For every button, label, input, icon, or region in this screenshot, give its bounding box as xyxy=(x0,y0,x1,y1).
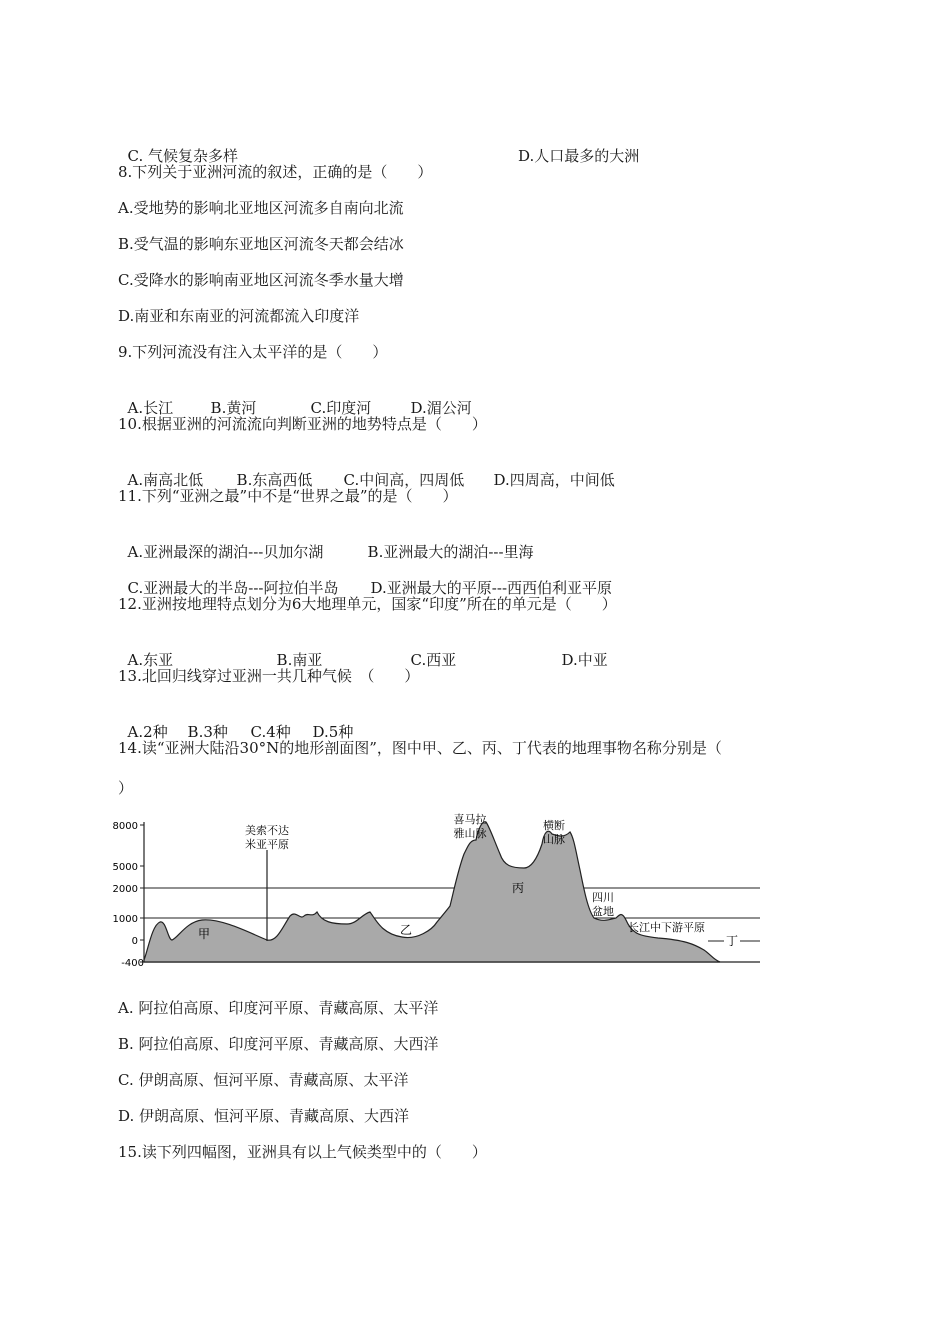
q9-option-b: B.黄河 xyxy=(210,399,257,417)
y-tick-5000: 5000 xyxy=(112,862,138,873)
q7-options xyxy=(118,126,640,166)
label-mesopotamia-2: 米亚平原 xyxy=(245,838,289,851)
label-mesopotamia-1: 美索不达 xyxy=(245,824,289,837)
q12-option-d: D.中亚 xyxy=(561,651,608,669)
terrain-profile-figure xyxy=(112,810,762,970)
y-tick-2000: 2000 xyxy=(112,884,138,895)
q10-stem: 10.根据亚洲的河流流向判断亚洲的地势特点是（ ） xyxy=(118,415,487,433)
q8-option-b: B.受气温的影响东亚地区河流冬天都会结冰 xyxy=(118,235,404,253)
q14-option-c: C. 伊朗高原、恒河平原、青藏高原、太平洋 xyxy=(118,1071,409,1089)
q13-option-b: B.3种 xyxy=(187,723,228,741)
label-bing: 丙 xyxy=(511,881,525,895)
q11-stem: 11.下列“亚洲之最”中不是“世界之最”的是（ ） xyxy=(118,487,458,505)
y-tick-1000: 1000 xyxy=(112,914,138,925)
q9-option-a: A.长江 xyxy=(127,399,174,417)
q13-option-c: C.4种 xyxy=(250,723,291,741)
q13-stem: 13.北回归线穿过亚洲一共几种气候 （ ） xyxy=(118,667,420,685)
q11-options-cd xyxy=(118,558,612,598)
q13-options xyxy=(118,702,353,742)
label-jia: 甲 xyxy=(197,927,211,941)
q11-option-d: D.亚洲最大的平原---西西伯利亚平原 xyxy=(370,579,613,597)
q7-option-c: C. 气候复杂多样 xyxy=(127,147,239,165)
q11-option-b: B.亚洲最大的湖泊---里海 xyxy=(367,543,534,561)
q9-option-d: D.湄公河 xyxy=(410,399,472,417)
q8-option-a: A.受地势的影响北亚地区河流多自南向北流 xyxy=(118,199,404,217)
q14-option-a: A. 阿拉伯高原、印度河平原、青藏高原、太平洋 xyxy=(118,999,439,1017)
q14-stem-close: ） xyxy=(118,779,134,797)
q15-stem: 15.读下列四幅图，亚洲具有以上气候类型中的（ ） xyxy=(118,1143,487,1161)
q8-option-c: C.受降水的影响南亚地区河流冬季水量大增 xyxy=(118,271,404,289)
q8-stem: 8.下列关于亚洲河流的叙述，正确的是（ ） xyxy=(118,163,433,181)
q14-option-b: B. 阿拉伯高原、印度河平原、青藏高原、大西洋 xyxy=(118,1035,439,1053)
q9-option-c: C.印度河 xyxy=(310,399,372,417)
q10-option-d: D.四周高，中间低 xyxy=(493,471,615,489)
label-hengduan-1: 横断 xyxy=(543,819,565,832)
q13-option-a: A.2种 xyxy=(127,723,168,741)
q10-options xyxy=(118,450,615,490)
q12-option-b: B.南亚 xyxy=(276,651,323,669)
q14-option-d: D. 伊朗高原、恒河平原、青藏高原、大西洋 xyxy=(118,1107,410,1125)
q9-stem: 9.下列河流没有注入太平洋的是（ ） xyxy=(118,343,388,361)
label-ding: 丁 xyxy=(725,934,739,948)
q9-options xyxy=(118,378,472,418)
q12-options xyxy=(118,630,608,670)
label-himalaya-1: 喜马拉 xyxy=(453,813,487,826)
q8-option-d: D.南亚和东南亚的河流都流入印度洋 xyxy=(118,307,360,325)
terrain-area xyxy=(144,822,720,962)
label-himalaya-2: 雅山脉 xyxy=(453,827,487,840)
q14-stem: 14.读“亚洲大陆沿30°N的地形剖面图”，图中甲、乙、丙、丁代表的地理事物名称分别是（ xyxy=(118,739,722,757)
q11-option-a: A.亚洲最深的湖泊---贝加尔湖 xyxy=(127,543,324,561)
label-hengduan-2: 山脉 xyxy=(543,833,565,846)
q12-option-c: C.西亚 xyxy=(410,651,457,669)
q11-option-c: C.亚洲最大的半岛---阿拉伯半岛 xyxy=(127,579,339,597)
y-tick-8000: 8000 xyxy=(112,821,138,832)
q13-option-d: D.5种 xyxy=(312,723,354,741)
q10-option-a: A.南高北低 xyxy=(127,471,204,489)
q11-options-ab xyxy=(118,522,534,562)
q10-option-c: C.中间高，四周低 xyxy=(343,471,465,489)
y-tick-0: 0 xyxy=(131,936,138,947)
label-sichuan-1: 四川 xyxy=(592,891,614,904)
q10-option-b: B.东高西低 xyxy=(236,471,313,489)
q12-stem: 12.亚洲按地理特点划分为6大地理单元，国家“印度”所在的单元是（ ） xyxy=(118,595,617,613)
label-yangtze-plain: 长江中下游平原 xyxy=(628,921,705,934)
label-sichuan-2: 盆地 xyxy=(592,905,614,918)
q12-option-a: A.东亚 xyxy=(127,651,174,669)
y-tick-minus400: -400 xyxy=(121,958,144,969)
q7-option-d: D.人口最多的大洲 xyxy=(518,147,640,165)
label-yi: 乙 xyxy=(399,923,413,937)
